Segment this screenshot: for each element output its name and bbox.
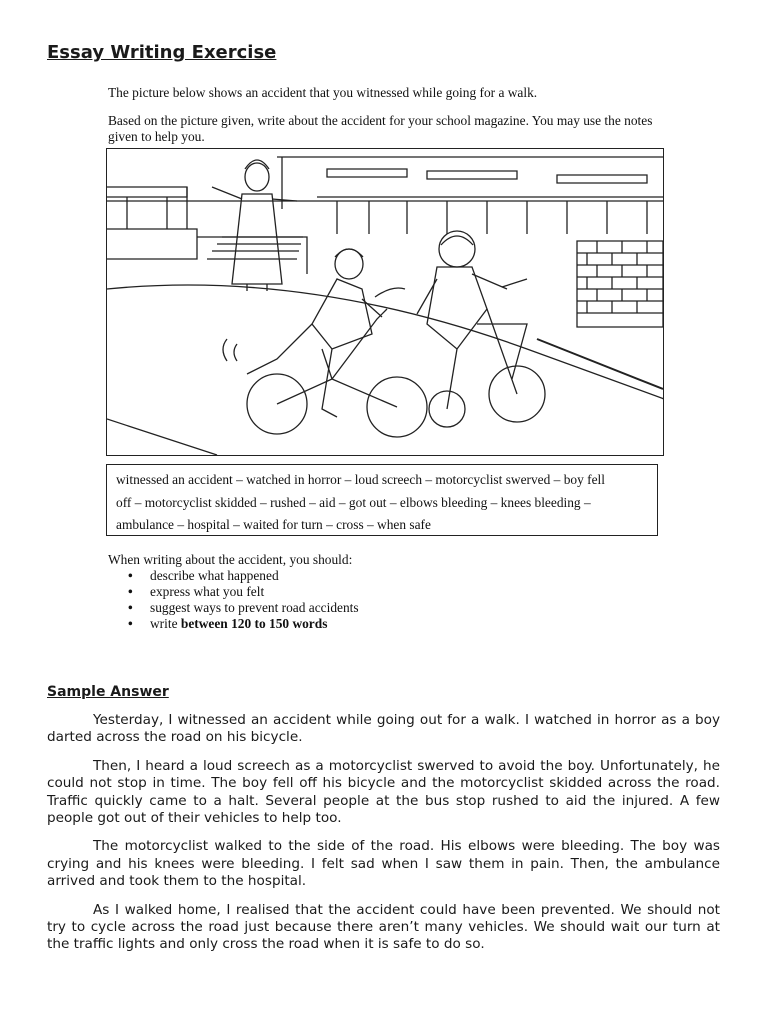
guideline-item [128,616,359,632]
instruction-line-1: The picture below shows an accident that you witnessed while going for a walk. [108,85,538,100]
guideline-item: • describe what happened [128,568,359,584]
answer-paragraph: As I walked home, I realised that the accident could have been prevented. We should not try to cycle across the road just because there aren’t many vehicles. We should wait our turn at the traffic lights and only cross the road when it is safe to do so. [47,901,720,953]
notes-line: ambulance – hospital – waited for turn – cross – when safe [116,517,431,532]
guideline-item: • express what you felt [128,584,359,600]
guideline-item-text: write [150,616,181,631]
answer-paragraph: Yesterday, I witnessed an accident while going out for a walk. I watched in horror as a boy darted across the road on his bicycle. [47,712,720,746]
answer-paragraph: Then, I heard a loud screech as a motorcyclist swerved to avoid the boy. Unfortunately, he could not stop in time. The boy fell off his bicycle and the motorcyclist skidded across the road. Traffic quickly came to a halt. Several people at the bus stop rushed to aid the injured. A few people got out of their vehicles to help too. [47,757,720,827]
instruction-line-2: Based on the picture given, write about the accident for your school magazine. You may use the notes given to help you. [108,113,653,144]
answer-paragraph: The motorcyclist walked to the side of the road. His elbows were bleeding. The boy was crying and his knees were bleeding. I felt sad when I saw them in pain. Then, the ambulance arrived and took them to the hospital. [47,838,720,890]
guideline-item: • suggest ways to prevent road accidents [128,600,359,616]
sample-answer-body [47,712,720,965]
notes-line: witnessed an accident – watched in horror – loud screech – motorcyclist swerved – boy fell [116,472,605,487]
accident-illustration [106,148,664,456]
guidelines-list [128,568,359,632]
notes-line: off – motorcyclist skidded – rushed – aid – got out – elbows bleeding – knees bleeding – [116,495,591,510]
sample-answer-heading: Sample Answer [47,684,169,700]
notes-box [106,464,658,536]
word-count-emphasis: between 120 to 150 words [180,616,328,631]
guidelines-heading: When writing about the accident, you should: [108,552,353,567]
accident-scene-drawing [107,149,663,455]
page-title: Essay Writing Exercise [47,42,277,63]
